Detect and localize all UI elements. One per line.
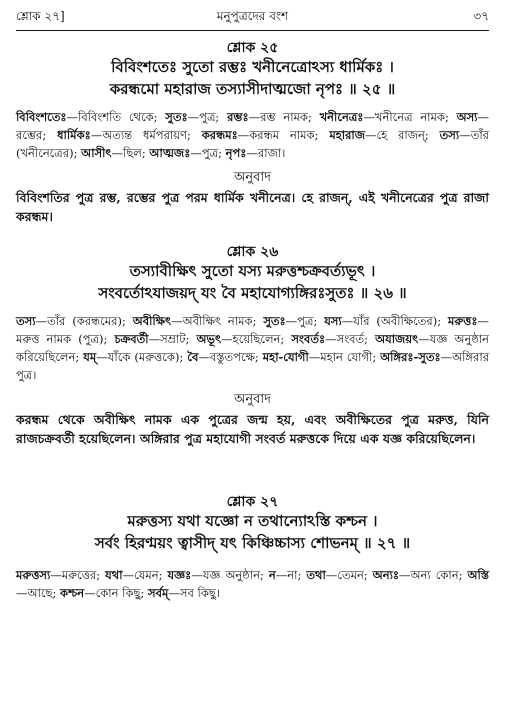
synonym-word: অন্যঃ [372, 568, 400, 582]
verse-27-line-2: সর্বং হিরণ্ময়ং ত্বাসীদ্ যৎ কিঞ্চিচ্চাস্য শোভনম্ ॥ ২৭ ॥ [94, 534, 411, 552]
synonym-meaning: রম্ভ নামক [260, 110, 308, 124]
verse-26-line-2: সংবর্তোঽযাজয়দ্ যং বৈ মহাযোগ্যঙ্গিরঃসুতঃ ॥ ২৬ ॥ [98, 284, 407, 302]
synonym-word: যজ্ঞঃ [167, 568, 192, 582]
synonym-word: ধার্মিকঃ [57, 128, 91, 142]
synonym-meaning: মরুত্ত নামক (পুত্র) [16, 332, 104, 346]
synonym-meaning: সংবর্ত [336, 332, 365, 346]
synonym-word: যথা [105, 568, 123, 582]
verse-25-line-1: বিবিংশতেঃ সুতো রম্ভঃ খনীনেত্রোঽস্য ধার্মিকঃ । [111, 58, 394, 76]
synonym-meaning: যাঁকে (মরুত্তকে) [107, 350, 180, 364]
header-chapter-title: মনুপুত্রদের বংশ [216, 9, 289, 23]
synonym-meaning: করন্ধম নামক [249, 128, 315, 142]
synonym-meaning: খনীনেত্র নামক [374, 110, 445, 124]
synonym-word: মরুত্তস্য [16, 568, 51, 582]
synonym-word: যস্য [324, 314, 342, 328]
synonym-meaning: না [287, 568, 298, 582]
synonym-word: সর্বম্ [148, 586, 169, 600]
synonym-meaning: ছিল [123, 146, 142, 160]
synonym-word: সংবর্তঃ [291, 332, 326, 346]
synonym-meaning: পুত্র [201, 146, 219, 160]
synonym-meaning: তাঁর (করন্ধমের) [47, 314, 122, 328]
synonym-meaning: অঙ্গিরার পুত্র [16, 350, 490, 382]
synonym-word: অযাজয়ৎ [375, 332, 419, 346]
synonym-meaning: বিবিংশতি থেকে [78, 110, 154, 124]
synonym-meaning: বস্তুতপক্ষে [209, 350, 255, 364]
synonym-word: বৈ [187, 350, 199, 364]
synonym-word: করন্ধমঃ [201, 128, 238, 142]
synonym-meaning: অন্য কোন [410, 568, 459, 582]
synonym-word: চক্রবর্তী [114, 332, 149, 346]
synonym-word: সুতঃ [263, 314, 286, 328]
synonym-word: অস্তি [467, 568, 490, 582]
verse-26-line-1: তস্যাবীক্ষিৎ সুতো যস্য মরুত্তশ্চক্রবর্ত্যভূৎ । [129, 262, 376, 280]
synonym-word: তস্য [439, 128, 460, 142]
verse-25-title: শ্লোক ২৫ [226, 40, 279, 56]
synonym-word: তস্য [16, 314, 36, 328]
synonym-meaning: পুত্র [199, 110, 216, 124]
synonym-meaning: যজ্ঞ অনুষ্ঠান করিয়েছিলেন [16, 332, 490, 364]
synonym-word: মহারাজ [329, 128, 366, 142]
synonym-meaning: তাঁর (খনীনেত্রের) [16, 128, 490, 160]
synonym-word: খনীনেত্রঃ [319, 110, 364, 124]
verse-25-translation: বিবিংশতির পুত্র রম্ভ, রম্ভের পুত্র পরম ধার্মিক খনীনেত্র। হে রাজন্, এই খনীনেত্রের পুত্র রাজা করন্ধম। [16, 190, 489, 224]
synonym-meaning: যাঁর (অবীক্ষিতের) [353, 314, 438, 328]
verse-25-synonyms: বিবিংশতেঃ—বিবিংশতি থেকে; সুতঃ—পুত্র; রম্ভঃ—রম্ভ নামক; খনীনেত্রঃ—খনীনেত্র নামক; অস্য—রম্ভের; ধার্মিকঃ—অত্যন্ত ধর্মপরায়ণ; করন্ধমঃ—করন্ধম নামক; মহারাজ—হে রাজন্; তস্য—তাঁর (খনীনেত্রের); আসীৎ—ছিল; আত্মজঃ—পুত্র; নৃপঃ—রাজা। [16, 110, 490, 160]
synonym-word: সুতঃ [165, 110, 188, 124]
verse-25-line-2: করন্ধমো মহারাজ তস্যাসীদাত্মজো নৃপঃ ॥ ২৫ ॥ [109, 80, 396, 98]
verse-27-title: শ্লোক ২৭ [226, 494, 279, 510]
synonym-word: অঙ্গিরঃ-সুতঃ [380, 350, 441, 364]
synonym-word: নৃপঃ [225, 146, 247, 160]
synonym-meaning: যেমন [134, 568, 159, 582]
synonym-word: বিবিংশতেঃ [16, 110, 67, 124]
synonym-meaning: রম্ভের [16, 128, 43, 142]
page-number: ৩৭ [473, 9, 489, 23]
synonym-meaning: আছে [27, 586, 53, 600]
synonym-word: ন [268, 568, 276, 582]
verse-26-translation-label: অনুবাদ [234, 392, 271, 407]
synonym-meaning: যজ্ঞ অনুষ্ঠান [202, 568, 260, 582]
verse-26-synonyms: তস্য—তাঁর (করন্ধমের); অবীক্ষিৎ—অবীক্ষিৎ নামক; সুতঃ—পুত্র; যস্য—যাঁর (অবীক্ষিতের); মরুত্তঃ—মরুত্ত নামক (পুত্র); চক্রবর্তী—সম্রাট; অভূৎ—হয়েছিলেন; সংবর্তঃ—সংবর্ত; অযাজয়ৎ—যজ্ঞ অনুষ্ঠান করিয়েছিলেন; যম্—যাঁকে (মরুত্তকে); বৈ—বস্তুতপক্ষে; মহা-যোগী—মহান যোগী; অঙ্গিরঃ-সুতঃ—অঙ্গিরার পুত্র। [16, 314, 490, 382]
synonym-meaning: পুত্র [297, 314, 314, 328]
synonym-word: অস্য [456, 110, 478, 124]
synonym-meaning: হে রাজন্ [376, 128, 425, 142]
synonym-word: মরুত্তঃ [447, 314, 478, 328]
verse-27-line-1: মরুত্তস্য যথা যজ্ঞো ন তথান্যোঽস্তি কশ্চন । [127, 512, 378, 530]
verse-25-translation-label: অনুবাদ [234, 170, 271, 185]
synonym-word: মহা-যোগী [262, 350, 309, 364]
synonym-word: রম্ভঃ [227, 110, 249, 124]
verse-26-translation: করন্ধম থেকে অবীক্ষিৎ নামক এক পুত্রের জন্ম হয়, এবং অবীক্ষিতের পুত্র মরুত্ত, যিনি রাজচক্রবর্তী হয়েছিলেন। অঙ্গিরার পুত্র মহাযোগী সংবর্ত মরুত্তকে দিয়ে এক যজ্ঞ করিয়েছিলেন। [16, 412, 489, 446]
synonym-word: আত্মজঃ [149, 146, 191, 160]
synonym-meaning: সব কিছু [179, 586, 216, 600]
synonym-meaning: কোন কিছু [95, 586, 141, 600]
synonym-meaning: অত্যন্ত ধর্মপরায়ণ [102, 128, 187, 142]
synonym-meaning: রাজা [257, 146, 282, 160]
synonym-meaning: তেমন [337, 568, 364, 582]
header-rule [16, 30, 489, 31]
synonym-meaning: হয়েছিলেন [232, 332, 281, 346]
synonym-word: অবীক্ষিৎ [132, 314, 172, 328]
verse-27-synonyms: মরুত্তস্য—মরুত্তের; যথা—যেমন; যজ্ঞঃ—যজ্ঞ অনুষ্ঠান; ন—না; তথা—তেমন; অন্যঃ—অন্য কোন; অস্তি—আছে; কশ্চন—কোন কিছু; সর্বম্—সব কিছু। [16, 568, 490, 600]
synonym-word: অভূৎ [196, 332, 222, 346]
header-verse-ref: শ্লোক ২৭] [16, 9, 65, 23]
synonym-meaning: মহান যোগী [320, 350, 373, 364]
synonym-meaning: মরুত্তের [61, 568, 97, 582]
synonym-word: যম্ [83, 350, 97, 364]
verse-26-title: শ্লোক ২৬ [226, 244, 279, 260]
synonym-word: আসীৎ [81, 146, 112, 160]
running-header [16, 8, 489, 28]
synonym-word: তথা [306, 568, 326, 582]
synonym-meaning: সম্রাট [160, 332, 186, 346]
synonym-meaning: অবীক্ষিৎ নামক [182, 314, 253, 328]
synonym-word: কশ্চন [60, 586, 85, 600]
